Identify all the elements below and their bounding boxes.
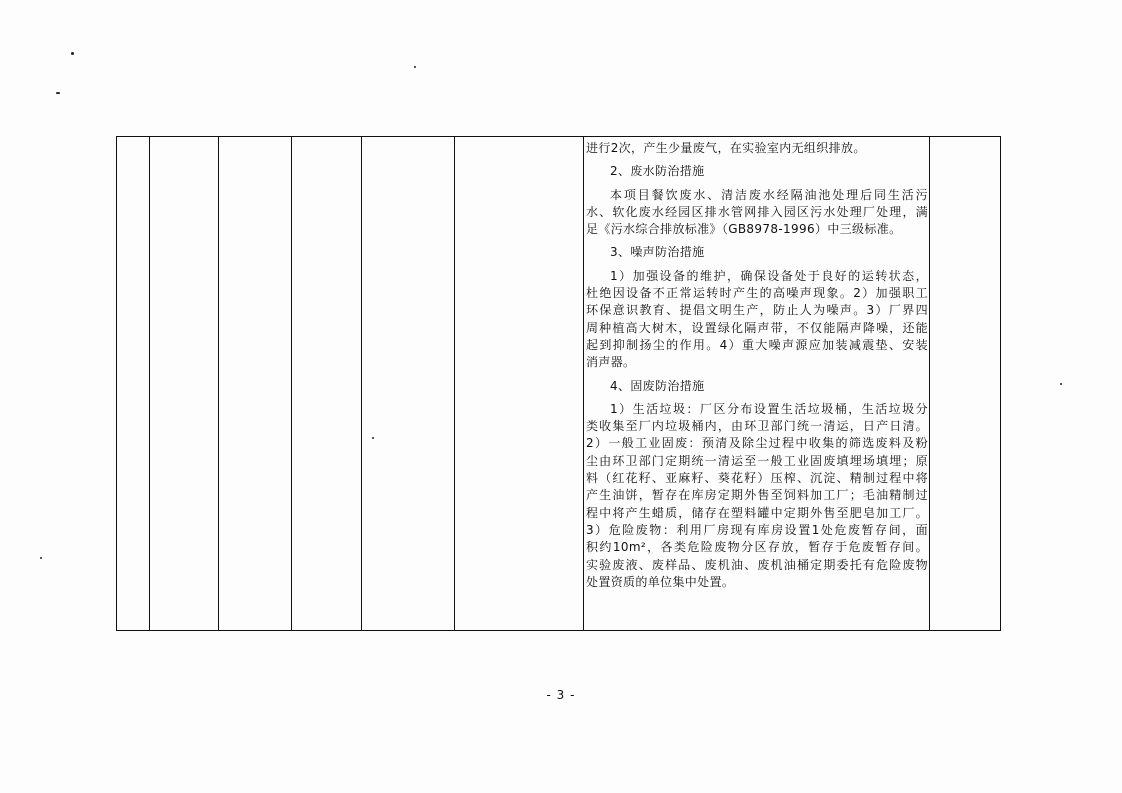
text-line: 积约10m²，各类危险废物分区存放，暂存于危废暂存间。 <box>586 540 928 555</box>
text-line: 周种植高大树木，设置绿化隔声带，不仅能隔声降噪，还能 <box>586 320 928 335</box>
text-line: 进行2次，产生少量废气，在实验室内无组织排放。 <box>586 141 866 155</box>
column-divider <box>218 137 219 630</box>
column-divider <box>149 137 150 630</box>
section-heading-wastewater: 2、废水防治措施 <box>610 164 705 179</box>
column-divider <box>361 137 362 630</box>
page-number: - 3 - <box>546 688 576 702</box>
scan-speck <box>40 557 42 559</box>
text-line: 足《污水综合排放标准》（GB8978-1996）中三级标准。 <box>586 222 902 237</box>
text-line: 尘由环卫部门定期统一清运至一般工业固废填埋场填埋；原 <box>586 453 928 468</box>
column-divider <box>291 137 292 630</box>
text-line: 程中将产生蜡质，储存在塑料罐中定期外售至肥皂加工厂。 <box>586 505 928 520</box>
measures-cell <box>584 137 930 630</box>
text-line: 类收集至厂内垃圾桶内，由环卫部门统一清运，日产日清。 <box>586 419 928 434</box>
scan-speck <box>414 66 416 68</box>
measures-table <box>116 136 1001 631</box>
text-line: 环保意识教育、提倡文明生产，防止人为噪声。3）厂界四 <box>586 303 928 318</box>
text-line: 本项目餐饮废水、清洁废水经隔油池处理后同生活污 <box>610 187 928 202</box>
text-line: 产生油饼，暂存在库房定期外售至饲料加工厂；毛油精制过 <box>586 488 928 503</box>
section-heading-solid-waste: 4、固废防治措施 <box>610 378 705 393</box>
scan-speck <box>71 52 74 55</box>
text-line: 水、软化废水经园区排水管网排入园区污水处理厂处理，满 <box>586 204 928 219</box>
text-line: 实验废液、废样品、废机油、废机油桶定期委托有危险废物 <box>586 557 928 572</box>
text-line: 料（红花籽、亚麻籽、葵花籽）压榨、沉淀、精制过程中将 <box>586 471 928 486</box>
text-line: 杜绝因设备不正常运转时产生的高噪声现象。2）加强职工 <box>586 286 928 301</box>
text-line: 1）加强设备的维护，确保设备处于良好的运转状态， <box>610 268 928 283</box>
text-line: 2）一般工业固废：预清及除尘过程中收集的筛选废料及粉 <box>586 436 928 451</box>
scan-speck <box>1060 383 1062 385</box>
scan-speck <box>56 92 60 94</box>
section-heading-noise: 3、噪声防治措施 <box>610 245 705 260</box>
text-line: 1）生活垃圾：厂区分布设置生活垃圾桶，生活垃圾分 <box>610 401 928 416</box>
text-line: 处置资质的单位集中处置。 <box>586 574 735 589</box>
column-divider <box>454 137 455 630</box>
text-line: 消声器。 <box>586 355 636 370</box>
text-line: 3）危险废物：利用厂房现有库房设置1处危废暂存间，面 <box>586 522 928 537</box>
text-line: 起到抑制扬尘的作用。4）重大噪声源应加装减震垫、安装 <box>586 337 928 352</box>
